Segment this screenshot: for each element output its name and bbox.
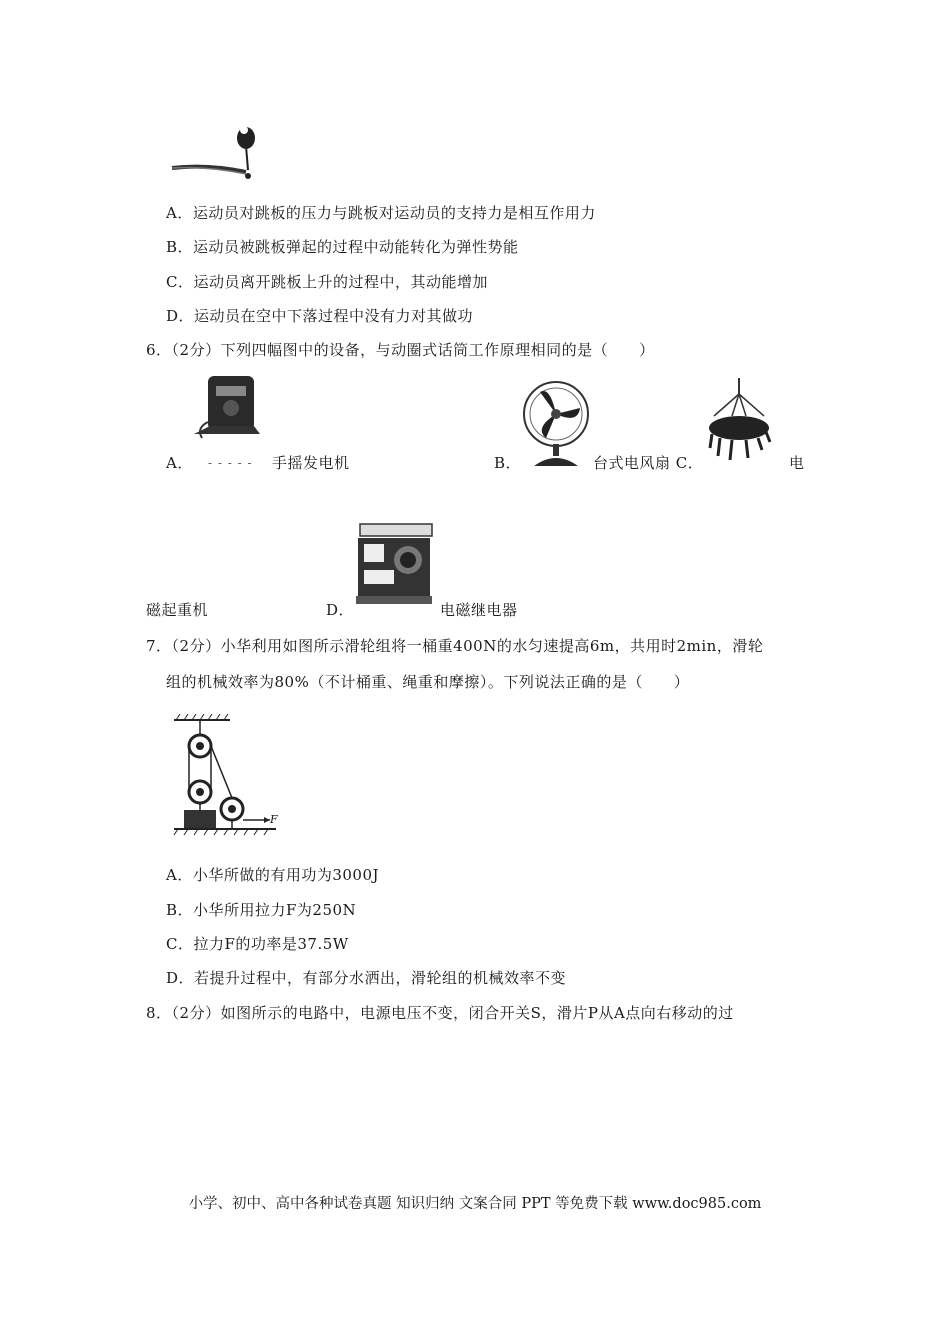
q5-option-a: A．运动员对跳板的压力与跳板对运动员的支持力是相互作用力 [166,204,596,222]
q6-option-b-label: 台式电风扇 C． [593,454,704,472]
q7-stem-line1: 7．（2分）小华利用如图所示滑轮组将一桶重400N的水匀速提高6m，共用时2min，滑轮 [146,637,764,655]
q6-option-c-label-part2: 磁起重机 [146,601,209,619]
q6-option-b-letter: B． [494,454,522,472]
q6-option-a-letter: A． [166,454,193,472]
q6-option-d-label: 电磁继电器 [440,601,518,619]
q7-option-b: B．小华所用拉力F为250N [166,901,357,919]
q5-option-c: C．运动员离开跳板上升的过程中，其动能增加 [166,273,488,291]
page-footer: 小学、初中、高中各种试卷真题 知识归纳 文案合同 PPT 等免费下载 www.doc985.com [188,1196,762,1212]
q6-stem: 6．（2分）下列四幅图中的设备，与动圈式话筒工作原理相同的是（ ） [146,341,655,359]
q6-option-a-label: 手摇发电机 [272,454,350,472]
q7-option-d: D．若提升过程中，有部分水洒出，滑轮组的机械效率不变 [166,969,567,987]
diving-board-figure [168,120,268,190]
desk-fan-figure [518,380,593,468]
hand-crank-generator-figure [190,372,265,444]
pulley-force-label: F [270,813,279,826]
q5-option-b: B．运动员被跳板弹起的过程中动能转化为弹性势能 [166,238,519,256]
electromagnetic-relay-figure [352,520,436,608]
q7-stem-line2: 组的机械效率为80%（不计桶重、绳重和摩擦）。下列说法正确的是（ ） [166,673,690,691]
q6-option-a-dots: - - - - - [208,456,253,470]
pulley-system-figure [170,712,282,838]
q5-option-d: D．运动员在空中下落过程中没有力对其做功 [166,307,474,325]
electromagnetic-crane-figure [706,376,772,462]
q7-option-a: A．小华所做的有用功为3000J [166,866,380,884]
q8-stem-line1: 8．（2分）如图所示的电路中，电源电压不变，闭合开关S，滑片P从A点向右移动的过 [146,1004,734,1022]
q6-option-d-letter: D． [326,601,355,619]
q7-option-c: C．拉力F的功率是37.5W [166,935,349,953]
q6-option-c-label-part1: 电 [789,454,805,472]
